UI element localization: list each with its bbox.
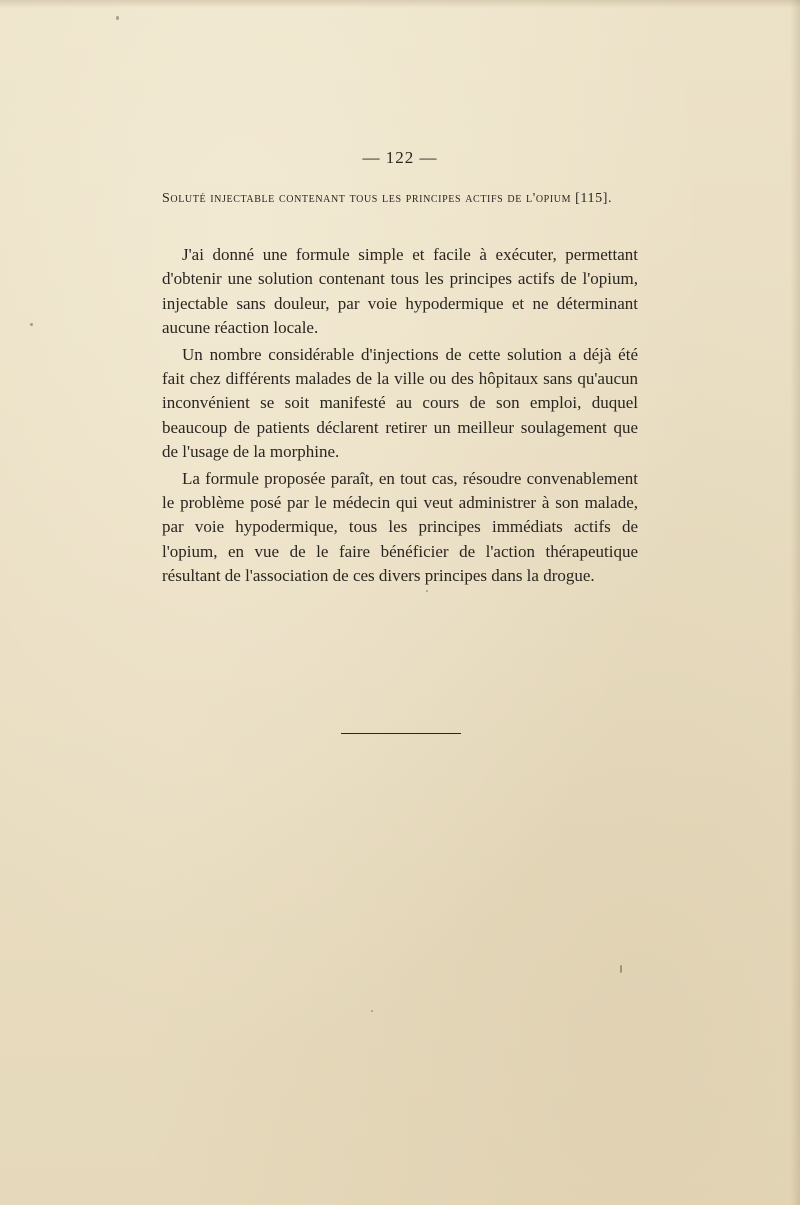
page-number: — 122 —	[362, 148, 438, 167]
section-heading	[162, 188, 642, 210]
paragraph: J'ai donné une formule simple et facile à exécuter, permettant d'obtenir une solution contenant tous les principes actifs de l'opium, injectable sans douleur, par voie hypodermique et ne déterminant aucune réaction locale.	[162, 245, 638, 338]
section-heading-title: Soluté injectable contenant tous les principes actifs de l'opium	[162, 191, 572, 206]
paragraph: Un nombre considérable d'injections de cette solution a déjà été fait chez différents malades de la ville ou des hôpitaux sans qu'aucun inconvénient se soit manifesté au cours de son emploi, duquel beaucoup de patients déclarent retirer un meilleur soulagement que de l'usage de la morphine.	[162, 344, 638, 462]
paragraph: La formule proposée paraît, en tout cas, résoudre convenablement le problème posé par le médecin qui veut administrer à son malade, par voie hypodermique, tous les principes immédiats actifs de l'opium, en vue de le faire bénéficier de l'action thérapeutique résultant de l'association de ces divers principes dans la drogue.	[162, 468, 638, 586]
page-top-shadow	[0, 0, 800, 8]
ink-speck	[620, 965, 622, 973]
section-heading-reference: [115].	[575, 191, 613, 206]
section-end-rule	[341, 733, 461, 734]
ink-speck	[30, 323, 33, 326]
page-right-shadow	[790, 0, 800, 1205]
body-text	[162, 243, 638, 591]
ink-speck	[116, 16, 119, 20]
ink-speck	[371, 1010, 373, 1012]
